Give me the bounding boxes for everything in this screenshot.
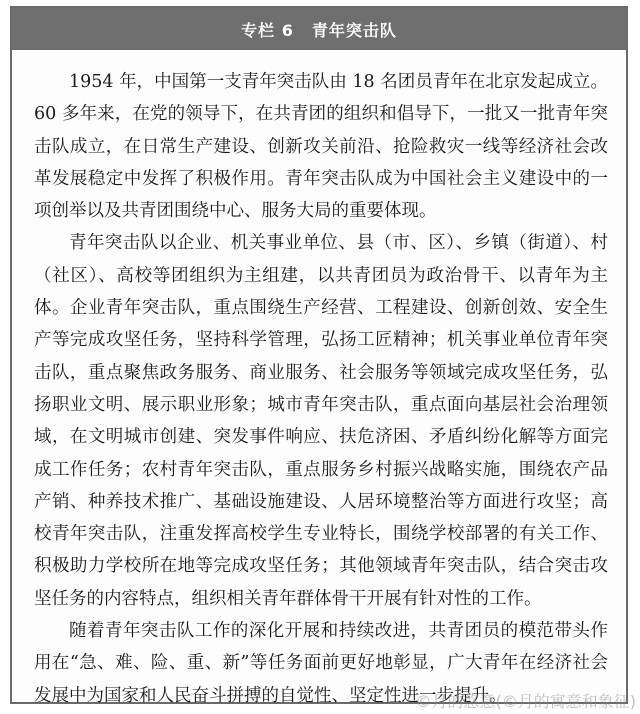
box-title: 青年突击队 [311, 20, 397, 40]
paragraph-2: 青年突击队以企业、机关事业单位、县（市、区）、乡镇（街道）、村（社区）、高校等团组织为主组建，以共青团员为政治骨干、以青年为主体。企业青年突击队，重点围绕生产经营、工程建设、创新创效、安全生产等完成攻坚任务，坚持科学管理，弘扬工匠精神；机关事业单位青年突击队，重点聚焦政务服务、商业服务、社会服务等领域完成攻坚任务，弘扬职业文明、展示职业形象；城市青年突击队，重点面向基层社会治理领域，在文明城市创建、突发事件响应、扶危济困、矛盾纠纷化解等方面完成工作任务；农村青年突击队，重点服务乡村振兴战略实施，围绕农产品产销、种养技术推广、基础设施建设、人居环境整治等方面进行攻坚；高校青年突击队，注重发挥高校学生专业特长，围绕学校部署的有关工作、积极助力学校所在地等完成攻坚任务；其他领域青年突击队，结合突击攻坚任务的内容特点，组织相关青年群体骨干开展有针对性的工作。 [34, 233, 608, 609]
box-title-bar [12, 8, 626, 50]
feature-box [10, 6, 628, 704]
paragraph-3: 随着青年突击队工作的深化开展和持续改进，共青团员的模范带头作用在“急、难、险、重、新”等任务面前更好地彰显，广大青年在经济社会发展中为国家和人民奋斗拼搏的自觉性、坚定性进一步提升。 [34, 621, 608, 706]
box-number: 专栏 6 [241, 20, 294, 40]
paragraph-1: 1954 年，中国第一支青年突击队由 18 名团员青年在北京发起成立。60 多年来，在党的领导下，在共青团的组织和倡导下，一批又一批青年突击队成立，在日常生产建设、创新攻关前沿、抢险救灾一线等经济社会改革发展稳定中发挥了积极作用。青年突击队成为中国社会主义建设中的一项创举以及共青团围绕中心、服务大局的重要体现。 [34, 72, 608, 222]
box-content [12, 50, 626, 712]
watermark: ©月的悠意(©月的寓意和象征) [415, 692, 636, 711]
